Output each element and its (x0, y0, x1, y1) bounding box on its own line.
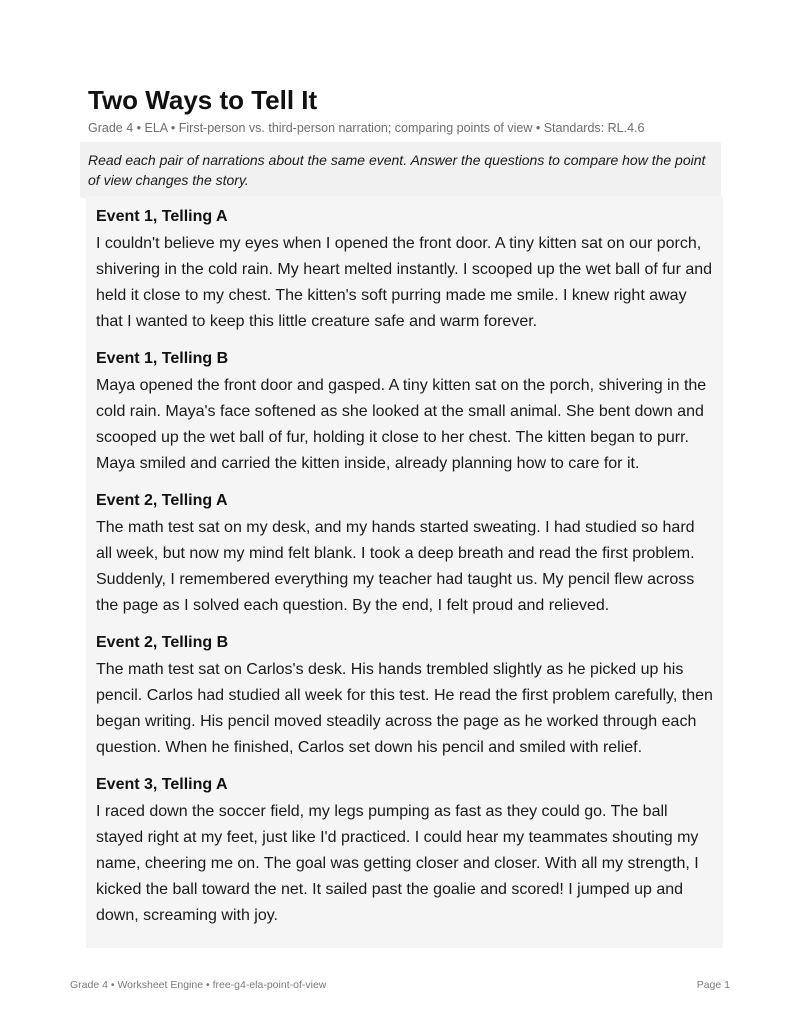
event-text: Maya opened the front door and gasped. A tiny kitten sat on the porch, shivering in the cold rain. Maya's face softened as she looked at the small animal. She bent down and scooped up the wet ball of fur, holding it close to her chest. The kitten began to purr. Maya smiled and carried the kitten inside, already planning how to care for it. (96, 377, 707, 472)
event-text: The math test sat on Carlos's desk. His hands trembled slightly as he picked up his pencil. Carlos had studied all week for this test. He read the first problem carefully, then began writing. His pencil moved steadily across the page as he worked through each question. When he finished, Carlos set down his pencil and smiled with relief. (96, 661, 713, 756)
page-number: Page 1 (696, 979, 730, 991)
event-passage (96, 775, 713, 929)
passages-panel (86, 196, 723, 948)
event-heading: Event 3, Telling A (96, 776, 228, 793)
event-passage (96, 207, 713, 335)
event-heading: Event 2, Telling A (96, 492, 228, 509)
event-passage (96, 491, 713, 619)
event-text: The math test sat on my desk, and my hands started sweating. I had studied so hard all week, but now my mind felt blank. I took a deep breath and read the first problem. Suddenly, I remembered everything my teacher had taught us. My pencil flew across the page as I solved each question. By the end, I felt proud and relieved. (96, 519, 695, 614)
event-heading: Event 1, Telling A (96, 208, 228, 225)
event-heading: Event 2, Telling B (96, 634, 229, 651)
event-heading: Event 1, Telling B (96, 350, 229, 367)
footer-info: Grade 4 • Worksheet Engine • free-g4-ela-point-of-view (70, 979, 327, 991)
event-passage (96, 633, 713, 761)
event-text: I couldn't believe my eyes when I opened the front door. A tiny kitten sat on our porch, shivering in the cold rain. My heart melted instantly. I scooped up the wet ball of fur and held it close to my chest. The kitten's soft purring made me smile. I knew right away that I wanted to keep this little creature safe and warm forever. (96, 235, 713, 330)
event-passage (96, 349, 713, 477)
worksheet-subtitle: Grade 4 • ELA • First-person vs. third-person narration; comparing points of view • Standards: RL.4.6 (88, 121, 645, 135)
worksheet-title: Two Ways to Tell It (88, 85, 318, 115)
instructions-box: Read each pair of narrations about the same event. Answer the questions to compare how the point of view changes the story. (80, 142, 721, 198)
event-text: I raced down the soccer field, my legs pumping as fast as they could go. The ball stayed right at my feet, just like I'd practiced. I could hear my teammates shouting my name, cheering me on. The goal was getting closer and closer. With all my strength, I kicked the ball toward the net. It sailed past the goalie and scored! I jumped up and down, screaming with joy. (96, 803, 699, 924)
